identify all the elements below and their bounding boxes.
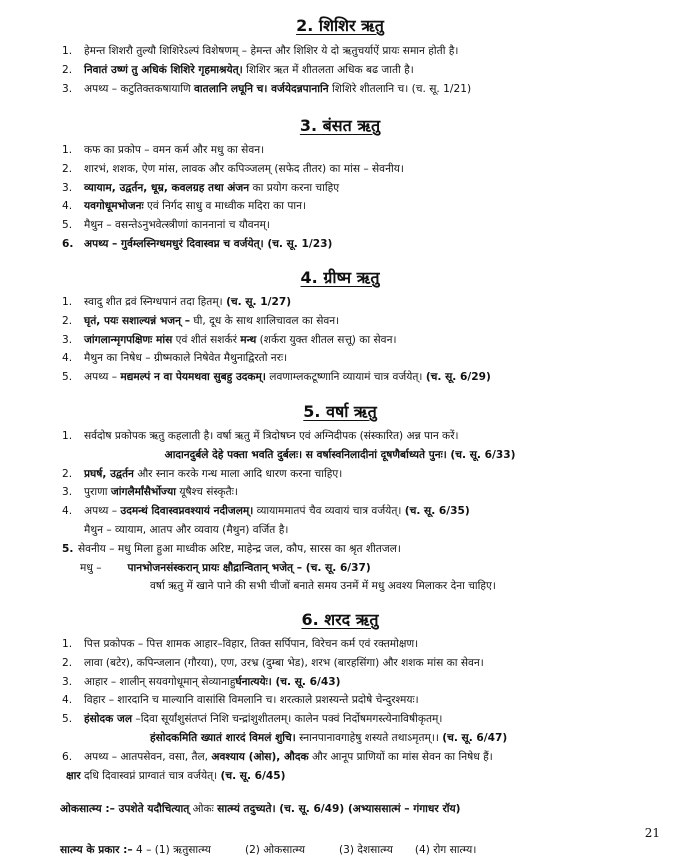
section-title: 3. बंसत ऋतु [299, 116, 381, 135]
list-item: 5. सेवनीय – मधु मिला हुआ माध्वीक अरिष्ट, माहेन्द्र जल, कौप, सारस का श्रृत शीतजल। [62, 542, 401, 555]
page-number: 21 [644, 826, 660, 840]
sub-line: मैथुन – व्यायाम, आतप और व्यवाय (मैथुन) वर्जित है। [84, 523, 289, 536]
section-basant [0, 114, 680, 254]
list-item: 2. प्रघर्ष, उद्वर्तन और स्नान करके गन्ध माला आदि धारण करना चाहिए। [62, 467, 343, 480]
list-item: 5. मैथुन – वसन्तेऽनुभवेत्स्त्रीणां काननानां च यौवनम्। [62, 219, 270, 232]
section-varsha [0, 400, 680, 596]
list-item: 4. यवगोधूमभोजनः एवं निर्गद साधु व माध्वीक मदिरा का पान। [62, 200, 307, 213]
section-grishma [0, 266, 680, 387]
list-item: 2. शारभं, शशक, ऐण मांस, लावक और कपिञ्जलम् (सफेद तीतर) का मांस – सेवनीय। [62, 162, 404, 175]
sub-line: वर्षा ऋतु में खाने पाने की सभी चीजों बनाते समय उनमें में मधु अवश्य मिलाकर देना चाहिए। [150, 580, 496, 593]
madhu-line: मधु – पानभोजनसंस्करान् प्रायः क्षौद्रान्वितान् भजेत् – (च. सू. 6/37) [80, 561, 371, 574]
shloka-line: आदानदुर्बले देहे पक्ता भवति दुर्बलः। स वर्षास्वनिलादीनां दूषणैर्बाध्यते पुनः। (च. सू. 6/33) [164, 448, 516, 461]
section-title: 6. शरद ऋतु [301, 610, 379, 629]
list-item: 1. हेमन्त शिशरौ तुल्यौ शिशिरेऽल्पं विशेषणम् – हेमन्त और शिशिर ये दो ऋतुचर्याऐं प्रायः समान होती है। [62, 45, 459, 57]
list-item: 3. जांगलान्मृगपक्षिणः मांस एवं शीतं सशर्करं मन्थ (शर्करा युक्त शीतल सत्तू) का सेवन। [62, 333, 397, 346]
list-item: 6. अपथ्य – आतपसेवन, वसा, तैल, अवश्याय (ओस), औदक और आनूप प्राणियों का मांस सेवन का निषेध हैं। [62, 750, 493, 763]
list-item: 4. मैथुन का निषेध – ग्रीष्मकाले निषेवेत मैथुनाद्विरतो नरः। [62, 352, 288, 365]
section-shishir [0, 14, 680, 98]
shloka-line: हंसोदकमिति ख्यातं शारदं विमलं शुचि। स्नानपानावगाहेषु शस्यते तथाऽमृतम्।। (च. सू. 6/47) [150, 731, 508, 744]
satmya-types-line: सात्म्य के प्रकार :– 4 – (1) ऋतुसात्म्य (2) ओकसात्म्य (3) देशसात्म्य (4) रोग सात्म्य। [60, 844, 477, 856]
list-item: 5. हंसोदक जल –दिवा सूर्यांशुसंतप्तं निशि चन्द्रांशुशीतलम्। कालेन पक्वं निर्दोषमगस्त्येनाविषीकृतम्। [62, 713, 443, 726]
list-item: 3. व्यायाम, उद्वर्तन, धूम्र, कवलग्रह तथा अंजन का प्रयोग करना चाहिए [62, 181, 340, 194]
section-title: 4. ग्रीष्म ऋतु [300, 268, 380, 287]
list-item: 4. अपथ्य – उदमन्थं दिवास्वप्नवश्यायं नदीजलम्। व्यायाममातपं चैव व्यवायं चात्र वर्जयेत्। (च. सू. 6/35) [62, 505, 470, 518]
list-item: 1. पित्त प्रकोपक – पित्त शामक आहार–विहार, तिक्त सर्पिपान, विरेचन कर्म एवं रक्तमोक्षण। [62, 638, 419, 650]
list-item: 6. अपथ्य – गुर्वम्लस्निग्धमधुरं दिवास्वप्न च वर्जयेत्। (च. सू. 1/23) [62, 237, 333, 250]
list-item: 3. अपथ्य – कटुतिक्तकषायाणि वातलानि लघूनि च। वर्जयेदन्नपानानि शिशिरे शीतलानि च। (च. सू. 1/21) [62, 82, 472, 95]
list-item: 4. विहार – शारदानि च माल्यानि वासांसि विमलानि च। शरत्काले प्रशस्यन्ते प्रदोषे चेन्दुरश्मयः। [62, 694, 419, 707]
list-item: 5. अपथ्य – मद्यमल्पं न वा पेयमथवा सुबहु उदकम्। लवणाम्लकटूष्णानि व्यायामं चात्र वर्जयेत्। (च. सू. 6/29) [62, 371, 491, 384]
okasatmya-line: ओकसात्म्य :– उपशेते यदौचित्यात् ओकः सात्म्यं तदुच्यते। (च. सू. 6/49) (अभ्याससात्मं – गंगाधर रॉय) [60, 803, 461, 815]
section-sharad [0, 608, 680, 785]
list-item: 1. सर्वदोष प्रकोपक ऋतु कहलाती है। वर्षा ऋतु में त्रिदोषघ्न एवं अग्निदीपक (संस्कारित) अन्न पान करें। [62, 430, 459, 442]
list-item: 2. घृतं, पयः सशाल्यन्नं भजन् – घी, दूध के साथ शालिचावल का सेवन। [62, 314, 340, 327]
list-item: 1. कफ का प्रकोप – वमन कर्म और मधु का सेवन। [62, 144, 265, 156]
list-item: 1. स्वादु शीत द्रवं स्निग्धपानं तदा हितम्। (च. सू. 1/27) [62, 296, 292, 308]
list-item: 3. आहार – शालीन् सयवगोधूमान् सेव्यानाहुर्घनात्ययेः। (च. सू. 6/43) [62, 675, 341, 688]
section-title: 2. शिशिर ऋतु [296, 16, 384, 35]
list-item: 2. लावा (बटेर), कपिन्जलान (गौरया), एण, उरभ्र (दुम्बा भेड), शरभ (बारहसिंगा) और शशक मांस का सेवन। [62, 656, 484, 669]
sub-line: क्षार दधि दिवास्वप्नं प्राग्वातं चात्र वर्जयेत्। (च. सू. 6/45) [66, 769, 286, 782]
list-item: 3. पुराणा जांगलैर्मांसैर्भोज्या यूषैश्च संस्कृतैः। [62, 486, 238, 499]
section-title: 5. वर्षा ऋतु [303, 402, 377, 421]
list-item: 2. निवातं उष्णं तु अधिकं शिशिरे गृहमाश्रयेत्। शिशिर ऋत में शीतलता अधिक बढ जाती है। [62, 63, 414, 76]
